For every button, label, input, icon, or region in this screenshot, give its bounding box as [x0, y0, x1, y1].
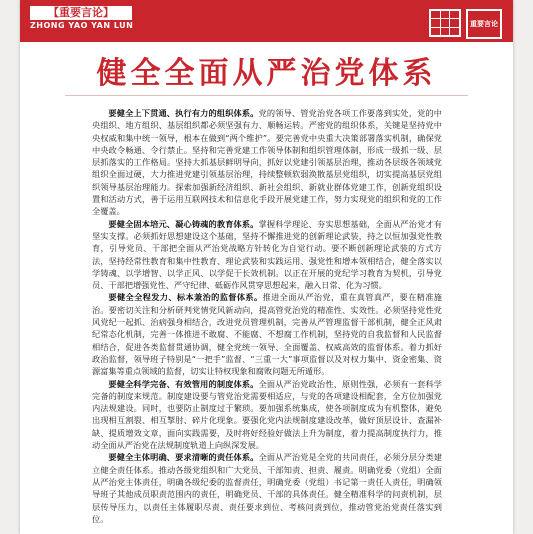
article-title: 健全全面从严治党体系	[96, 56, 437, 91]
seal-logo	[429, 9, 461, 37]
paragraph-text: 全面从严治党政治性、原则性强，必须有一套科学完备的制度来规范。制度建设要与管党治党需要相适应，与党的各项建设相配套，全方位加强党内法规建设。同时，也要防止制度过于繁琐。要加强系统集成，使各项制度成为有机整体，避免出现相互割裂、相互掣肘、碎片化现象。要强化党内法规制度建设改革，做好顶层设计、查漏补缺、提质增效文章，面向实践需要，及时将好经验好做法上升为制度，着力提高制度执行力，推动全面从严治党在法规制度轨道上向纵深发展。	[92, 378, 442, 451]
paragraph-lead: 要健全上下贯通、执行有力的组织体系。	[108, 108, 259, 118]
paragraph	[92, 291, 442, 377]
paragraph	[92, 218, 442, 292]
paragraph-lead: 要健全固本培元、凝心铸魂的教育体系。	[108, 218, 259, 229]
paragraph	[92, 451, 442, 525]
article-body	[92, 107, 442, 525]
section-tag-pinyin: ZHONG YAO YAN LUN	[30, 21, 134, 30]
section-tag-label: 【重要言论】	[48, 6, 114, 19]
paragraph-text: 全面从严治党是全党的共同责任，必须分层分类建立健全责任体系。推动各级党组织和广大党员、干部知责、担责、履责。明确党委（党组）全面从严治党主体责任，明确各级纪委的监督责任，明确党委（党组）书记第一责任人责任，明确领导班子其他成员职责范围内的责任，明确党员、干部的具体责任。健全精准科学的问责机制，层层传导压力，以责任主体履职尽责、责任要求到位、考核问责到位，推动管党治党责任落实到位。	[92, 452, 442, 524]
paragraph-lead: 要健全主体明确、要求清晰的责任体系。	[108, 452, 259, 463]
paragraph-text: 推进全面从严治党，重在真管真严，要在精准施治。要密切关注和分析研判党情党风新动向，提高管党治党的精准性、实效性。必须坚持党性党风党纪一起抓、治病强身相结合，改进党员管理机制，完善从严管理监督干部机制，健全正风肃纪常态化机制，完善一体推进不敢腐、不能腐、不想腐工作机制，坚持党的自我监督和人民监督相结合，促进各类监督贯通协调，健全党统一领导、全面覆盖、权威高效的监督体系。着力抓好政治监督，领导班子特别是“一把手”监督、“三重一大”事项监督以及对权力集中、资金密集、资源富集等重点领域的监督，切实让特权现象和腐败问题无所遁形。	[92, 292, 442, 377]
paragraph-text: 党的领导、管党治党各项工作要落到实处，党的中央组织、地方组织、基层组织都必须坚强有力、顺畅运转。严密党的组织体系，关键是坚持党中央权威和集中统一领导，根本在做到“两个维护”。要完善党中央重大决策部署落实机制，确保党中央政令畅通、令行禁止。坚持和完善党建工作领导体制和组织管理体制，形成一级抓一级、层层抓落实的工作格局。坚持大抓基层鲜明导向，抓好以党建引领基层治理，推动各层级各领域党组织全面过硬，大力推进党建引领基层治理，持续整顿软弱涣散基层党组织，切实提高基层党组织领导基层治理能力。探索加强新经济组织、新社会组织、新就业群体党建工作，创新党组织设置和活动方式，善于运用互联网技术和信息化手段开展党建工作，努力实现党的组织和党的工作全覆盖。	[92, 108, 442, 217]
paragraph	[92, 378, 442, 452]
article-page	[20, 0, 513, 534]
section-tag	[30, 6, 132, 20]
paragraph-lead: 要健全科学完备、有效管用的制度体系。	[108, 378, 259, 389]
title-divider	[65, 95, 468, 96]
paragraph-lead: 要健全全程发力、标本兼治的监督体系。	[108, 292, 263, 303]
stamp-badge: 重要言论	[466, 9, 502, 39]
paragraph	[92, 107, 442, 218]
paragraph-text: 掌握科学理论、夯实思想基础，全面从严治党才有坚实支撑。必须抓好思想建设这个基础，坚持不懈推进党的创新理论武装，持之以恒加强党性教育，引导党员、干部把全面从严治党战略方针转化为自觉行动。要不断创新理论武装的方式方法，坚持经常性教育和集中性教育、理论武装和实践运用、强党性和增本领相结合，健全落实以学铸魂、以学增智、以学正风、以学促干长效机制。以正在开展的党纪学习教育为契机，引导党员、干部把增强党性、严守纪律、砥砺作风贯穿思想起来，融入日常、化为习惯。	[92, 218, 442, 291]
header-banner	[20, 0, 513, 42]
